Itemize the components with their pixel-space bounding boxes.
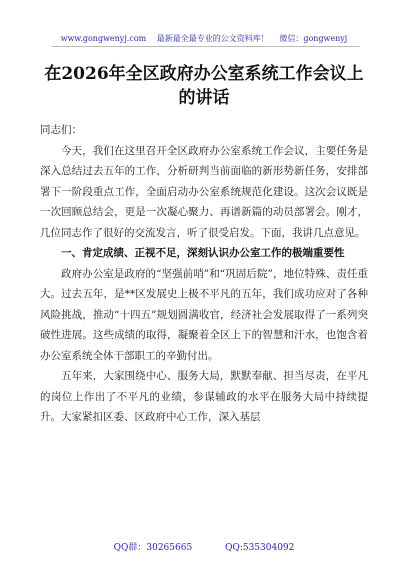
document-title: 在2026年全区政府办公室系统工作会议上的讲话 [44,64,364,108]
qq-number: QQ:535304092 [225,543,295,553]
intro-paragraph: 今天，我们在这里召开全区政府办公室系统工作会议，主要任务是深入总结过去五年的工作，分析研判当前面临的新形势新任务，安排部署下一阶段重点工作，全面启动办公室系统规范化建设。这次会议既是一次回顾总结会，更是一次凝心聚力、再谱新篇的动员部署会。刚才，几位同志作了很好的交流发言，听了很受启发。下面，我讲几点意见。 [40,144,368,239]
wechat-id: 微信：gongwenyj [279,34,348,43]
salutation: 同志们： [40,124,82,136]
site-url[interactable]: www.gongwenyj.com [60,34,147,43]
section-heading: 一、肯定成绩、正视不足，深刻认识办公室工作的极端重要性 [61,247,345,259]
header-divider [52,46,360,47]
document-body [40,120,368,428]
section-paragraph: 五年来，大家围绕中心、服务大局，默默奉献、担当尽责，在平凡的岗位上作出了不平凡的业绩，参谋辅政的水平在服务大局中持续提升。大家紧扣区委、区政府中心工作，深入基层 [40,370,368,423]
page-footer [0,540,408,553]
site-slogan: 最新最全最专业的公文资料库！ [156,34,269,43]
section-paragraph: 政府办公室是政府的“坚强前哨”和“巩固后院”，地位特殊、责任重大。过去五年，是**区发展史上极不平凡的五年，我们成功应对了各种风险挑战，推动“十四五”规划圆满收官，经济社会发展取得了一系列突破性进展。这些成绩的取得，凝聚着全区上下的智慧和汗水，也饱含着办公室系统全体干部职工的辛勤付出。 [40,267,368,362]
site-header [0,33,408,44]
qq-group: QQ群：30265665 [113,543,193,553]
